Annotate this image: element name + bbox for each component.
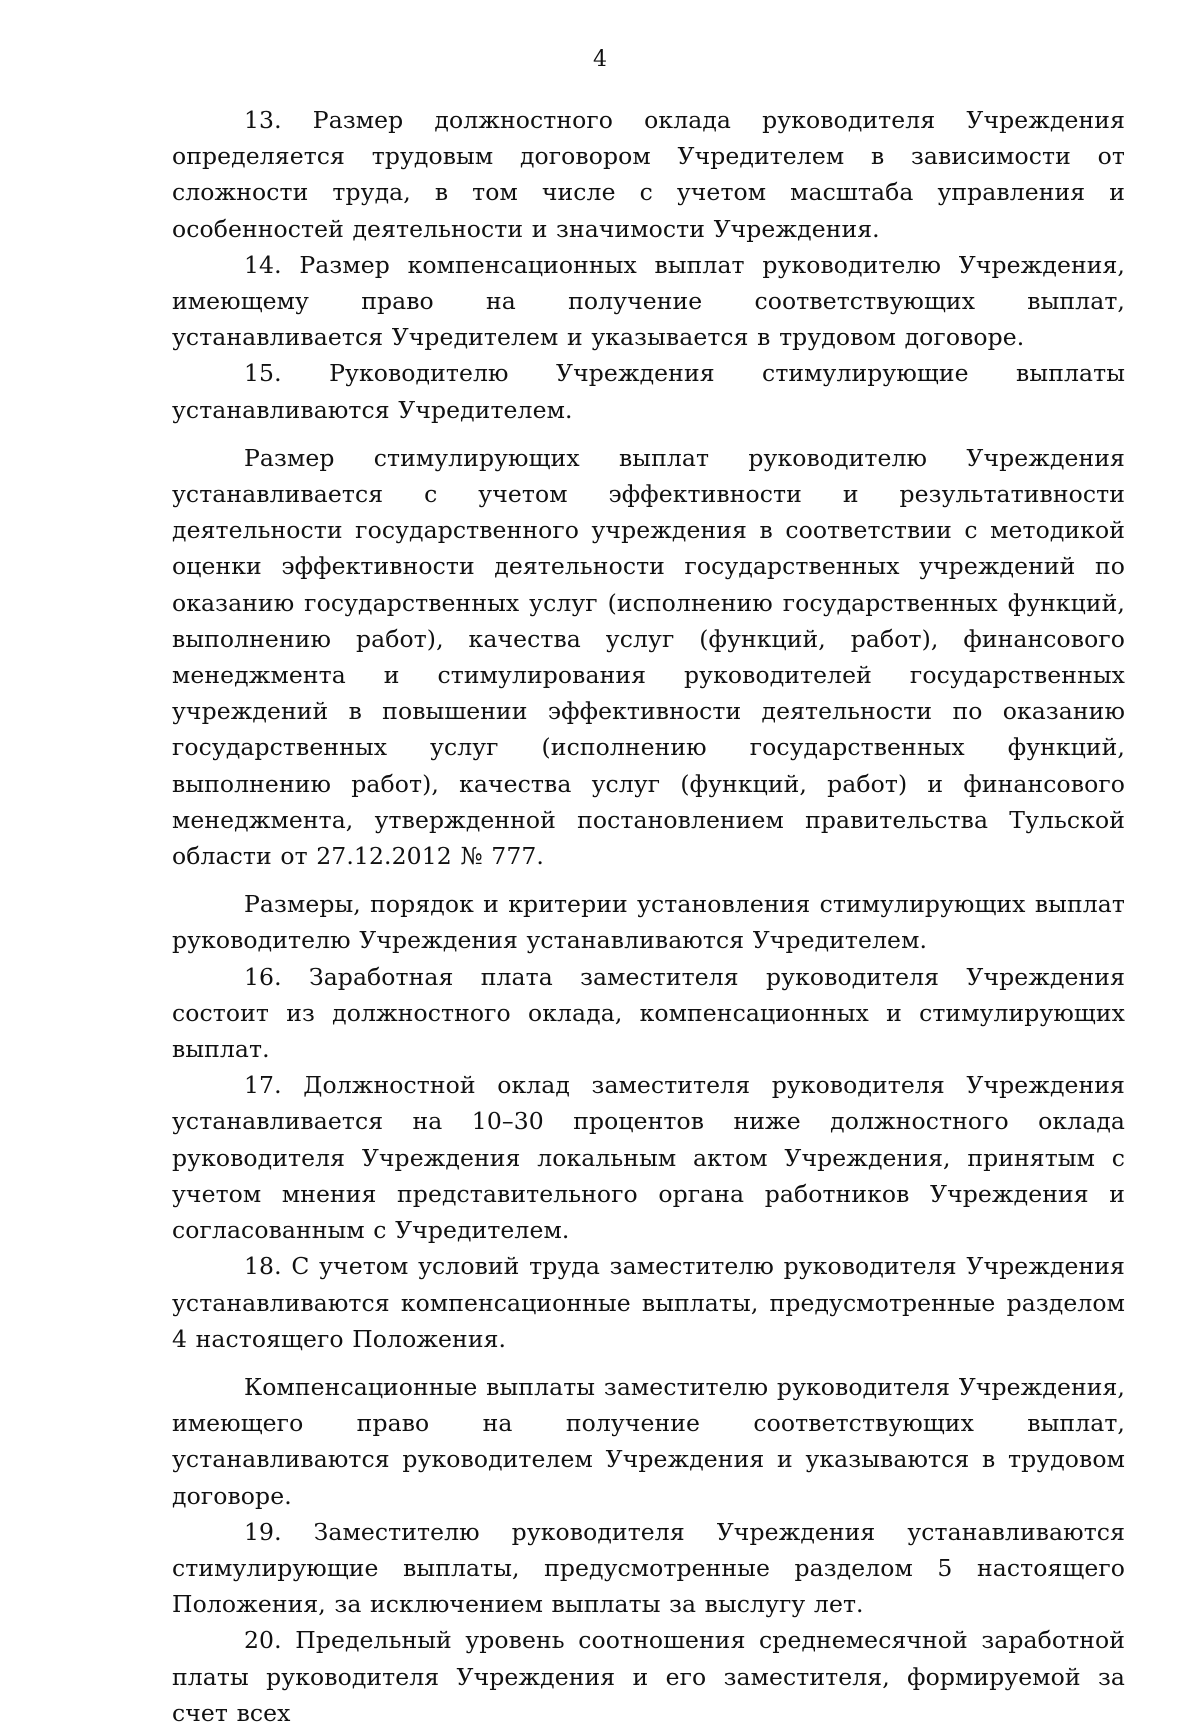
paragraph-14: 14. Размер компенсационных выплат руководителю Учреждения, имеющему право на получение соответствующих выплат, устанавливается Учредителем и указывается в трудовом договоре.: [172, 250, 1125, 352]
paragraph-16: 16. Заработная плата заместителя руководителя Учреждения состоит из должностного оклада, компенсационных и стимулирующих выплат.: [172, 962, 1125, 1064]
paragraph-18-compensation: Компенсационные выплаты заместителю руководителя Учреждения, имеющего право на получение соответствующих выплат, устанавливаются руководителем Учреждения и указываются в трудовом договоре.: [172, 1372, 1125, 1510]
paragraph-19: 19. Заместителю руководителя Учреждения устанавливаются стимулирующие выплаты, предусмотренные разделом 5 настоящего Положения, за исключением выплаты за выслугу лет.: [172, 1517, 1125, 1619]
paragraph-15-stimulus-order: Размеры, порядок и критерии установления стимулирующих выплат руководителю Учреждения устанавливаются Учредителем.: [172, 890, 1125, 955]
document-body: [172, 102, 1125, 1731]
paragraph-18: 18. С учетом условий труда заместителю руководителя Учреждения устанавливаются компенсационные выплаты, предусмотренные разделом 4 настоящего Положения.: [172, 1252, 1125, 1353]
paragraph-15-stimulus-size: Размер стимулирующих выплат руководителю Учреждения устанавливается с учетом эффективности и результативности деятельности государственного учреждения в соответствии с методикой оценки эффективности деятельности государственных учреждений по оказанию государственных услуг (исполнению государственных функций, выполнению работ), качества услуг (функций, работ), финансового менеджмента и стимулирования руководителей государственных учреждений в повышении эффективности деятельности по оказанию государственных услуг (исполнению государственных функций, выполнению работ), качества услуг (функций, работ) и финансового менеджмента, утвержденной постановлением правительства Тульской области от 27.12.2012 № 777.: [172, 443, 1125, 871]
paragraph-13: 13. Размер должностного оклада руководителя Учреждения определяется трудовым договором Учредителем в зависимости от сложности труда, в том числе с учетом масштаба управления и особенностей деятельности и значимости Учреждения.: [172, 106, 1125, 243]
paragraph-15: 15. Руководителю Учреждения стимулирующие выплаты устанавливаются Учредителем.: [172, 359, 1125, 424]
paragraph-20: 20. Предельный уровень соотношения среднемесячной заработной платы руководителя Учреждения и его заместителя, формируемой за счет всех: [172, 1626, 1125, 1727]
paragraph-17: 17. Должностной оклад заместителя руководителя Учреждения устанавливается на 10–30 процентов ниже должностного оклада руководителя Учреждения локальным актом Учреждения, принятым с учетом мнения представительного органа работников Учреждения и согласованным с Учредителем.: [172, 1071, 1125, 1245]
page-number: 4: [593, 47, 607, 72]
